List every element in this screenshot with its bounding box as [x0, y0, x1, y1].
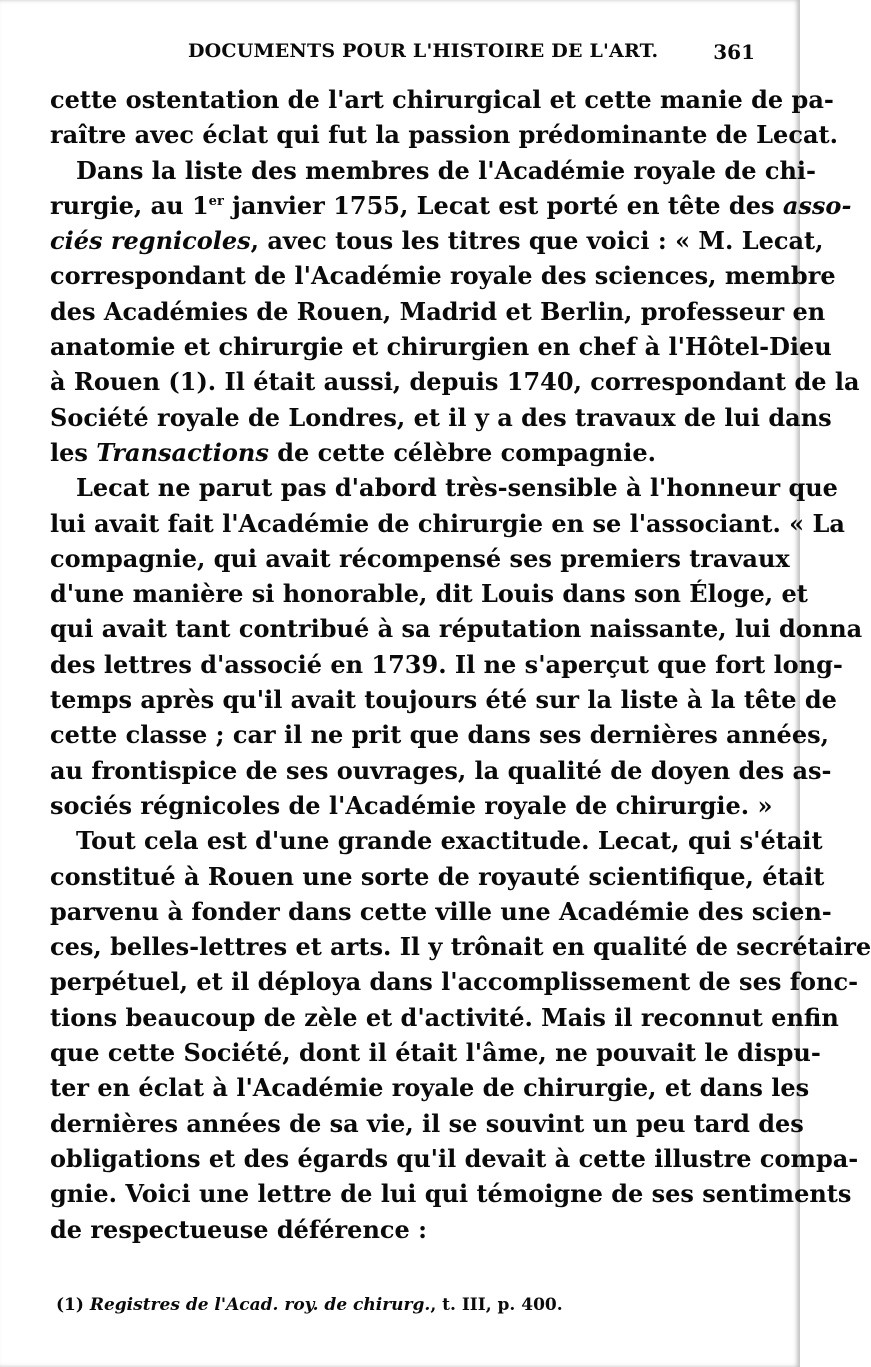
text-line: d'une manière si honorable, dit Louis dans son Éloge, et	[50, 579, 808, 609]
text-line: ces, belles-lettres et arts. Il y trônait en qualité de secrétaire	[50, 932, 871, 962]
text-line: des lettres d'associé en 1739. Il ne s'aperçut que fort long-	[50, 649, 843, 679]
text-line: raître avec éclat qui fut la passion prédominante de Lecat.	[50, 120, 838, 150]
page-header	[50, 36, 755, 68]
text-line: correspondant de l'Académie royale des sciences, membre	[50, 261, 836, 291]
footnote-mark: (1)	[56, 1295, 84, 1315]
footnote-reference: , t. III, p. 400.	[430, 1295, 563, 1315]
text-line: à Rouen (1). Il était aussi, depuis 1740, correspondant de la	[50, 367, 860, 397]
text-line: tions beaucoup de zèle et d'activité. Mais il reconnut enfin	[50, 1002, 839, 1032]
text-line: de respectueuse déférence :	[50, 1214, 427, 1244]
text-line: Dans la liste des membres de l'Académie royale de chi-	[76, 155, 816, 185]
text-line: temps après qu'il avait toujours été sur la liste à la tête de	[50, 685, 837, 715]
text-line: Société royale de Londres, et il y a des travaux de lui dans	[50, 402, 832, 432]
footnote	[56, 1295, 563, 1315]
text-line: anatomie et chirurgie et chirurgien en chef à l'Hôtel-Dieu	[50, 332, 832, 362]
text-line: Lecat ne parut pas d'abord très-sensible à l'honneur que	[76, 473, 838, 503]
text-line: des Académies de Rouen, Madrid et Berlin, professeur en	[50, 296, 826, 326]
text-line: perpétuel, et il déploya dans l'accomplissement de ses fonc-	[50, 967, 859, 997]
text-line: gnie. Voici une lettre de lui qui témoigne de ses sentiments	[50, 1179, 852, 1209]
text-line: cette classe ; car il ne prit que dans ses dernières années,	[50, 720, 829, 750]
running-head: DOCUMENTS POUR L'HISTOIRE DE L'ART.	[188, 40, 659, 62]
text-line: ter en éclat à l'Académie royale de chirurgie, et dans les	[50, 1073, 810, 1103]
text-line: constitué à Rouen une sorte de royauté scientifique, était	[50, 861, 825, 891]
page-number: 361	[713, 40, 755, 64]
text-line: sociés régnicoles de l'Académie royale de chirurgie. »	[50, 790, 773, 820]
text-line: qui avait tant contribué à sa réputation naissante, lui donna	[50, 614, 863, 644]
text-line: cette ostentation de l'art chirurgical et cette manie de pa-	[50, 85, 834, 114]
text-line: ciés regnicoles, avec tous les titres que voici : « M. Lecat,	[50, 226, 824, 256]
text-line: rurgie, au 1er janvier 1755, Lecat est porté en tête des asso-	[50, 190, 852, 220]
text-line: Tout cela est d'une grande exactitude. Lecat, qui s'était	[76, 826, 823, 856]
text-line: que cette Société, dont il était l'âme, ne pouvait le dispu-	[50, 1038, 821, 1068]
text-line: les Transactions de cette célèbre compagnie.	[50, 437, 656, 467]
text-line: obligations et des égards qu'il devait à cette illustre compa-	[50, 1143, 859, 1173]
footnote-source: Registres de l'Acad. roy. de chirurg.	[83, 1295, 431, 1315]
text-line: lui avait fait l'Académie de chirurgie en se l'associant. « La	[50, 508, 845, 538]
text-line: au frontispice de ses ouvrages, la qualité de doyen des as-	[50, 755, 832, 785]
body-text	[50, 82, 871, 1247]
text-line: dernières années de sa vie, il se souvint un peu tard des	[50, 1108, 804, 1138]
text-line: compagnie, qui avait récompensé ses premiers travaux	[50, 543, 790, 573]
text-line: parvenu à fonder dans cette ville une Académie des scien-	[50, 896, 832, 926]
